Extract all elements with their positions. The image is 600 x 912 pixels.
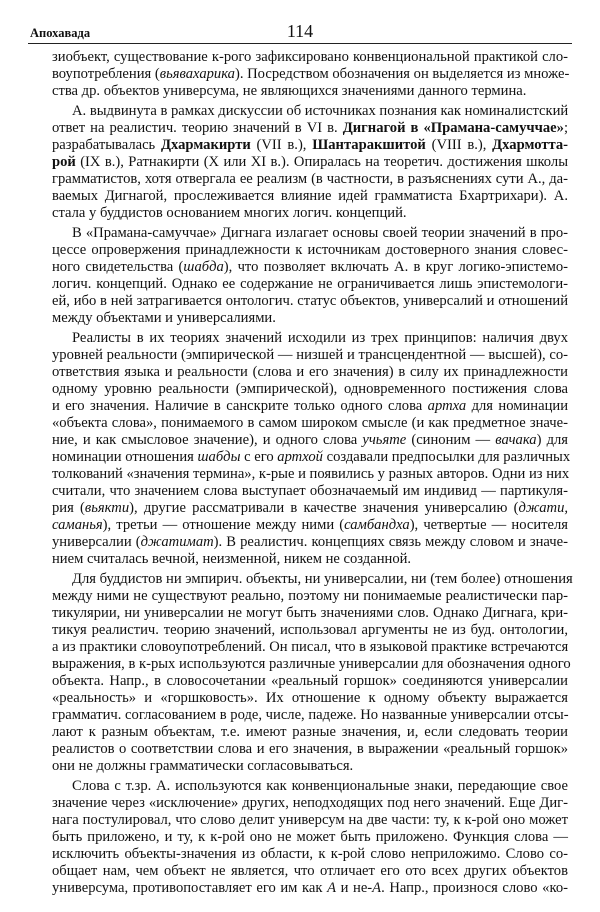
text-line (52, 758, 568, 775)
text-line (52, 466, 568, 483)
text-segment: значение через «исключение» других, неподходящих под него значений. Еще Диг- (52, 795, 568, 811)
text-line (52, 880, 568, 897)
text-segment: номинации отношения (52, 449, 198, 465)
text-line (52, 500, 568, 517)
italic-term: А (372, 880, 382, 896)
text-segment: считали, что значением слова выступает обозначаемый им индивид — партикуля- (52, 483, 568, 499)
text-segment: Для буддистов ни эмпирич. объекты, ни универсалии, ни (тем более) отношения (72, 571, 573, 587)
text-line (52, 225, 568, 242)
running-head: Апохавада (30, 26, 91, 40)
text-segment: ответ на реалистич. теорию значений в VI в. (52, 120, 343, 136)
text-segment: и не- (336, 880, 373, 896)
text-segment: «реальность» и «горшковость». Их отношение к одному объекту выражается (52, 690, 568, 706)
text-segment: между ними не существуют реально, поэтому ни понимаемые реалистически пар- (52, 588, 568, 604)
italic-term: артхой (277, 449, 323, 465)
text-line (52, 588, 568, 605)
text-segment: нием считалась вечной, неизменной, никем не созданной. (52, 551, 412, 567)
text-segment: воупотребления ( (52, 66, 160, 82)
paragraph (52, 103, 568, 222)
text-line (52, 551, 568, 568)
text-line (52, 534, 568, 551)
text-segment: В «Прамана-самуччае» Дигнага излагает основы своей теории значений в про- (72, 225, 568, 241)
text-line (52, 66, 568, 83)
text-segment: «объекта слова», понимаемого в самом широком смысле (и как предметное значе- (52, 415, 568, 431)
text-segment: А. выдвинута в рамках дискуссии об источниках познания как номиналистский (72, 103, 569, 119)
text-segment: нага постулировал, что слово делит универсум на две части: ту, к к-рой оно может (52, 812, 568, 828)
italic-term: джатимат (140, 534, 214, 550)
paragraph (52, 225, 568, 327)
text-segment: грамматистов, хотя отвергала ее реализм (в частности, в разъяснениях сути А., да- (52, 171, 568, 187)
text-segment: (синоним — (406, 432, 496, 448)
text-line (52, 364, 568, 381)
text-line (52, 83, 568, 100)
text-segment: ; (563, 120, 568, 136)
text-line (52, 415, 568, 432)
text-line (52, 171, 568, 188)
text-segment: тикуя реалистич. теорию значений, использовал аргументы не из буд. онтологии, (52, 622, 568, 638)
text-segment: ), что позволяет включать А. в круг логико-эпистемо- (223, 259, 568, 275)
text-line (52, 449, 571, 466)
bold-name: Шантаракшитой (312, 137, 426, 153)
italic-term: саманья (52, 517, 103, 533)
italic-term: вьявахарика (159, 66, 235, 82)
text-segment: рия ( (52, 500, 85, 516)
text-segment: универсалии ( (52, 534, 141, 550)
text-segment: ). Посредством обозначения он выделяется из множе- (234, 66, 570, 82)
text-segment: между объектами и универсалиями. (52, 310, 276, 326)
text-segment: объекта. Напр., в словосочетании «реальный горшок» соединяются универсалии (52, 673, 568, 689)
italic-term: шабды (197, 449, 241, 465)
text-segment: быть приложено, и ту, к к-рой оно не может быть приложено. Функция слова — (52, 829, 568, 845)
text-segment: ства др. объектов универсума, не являющихся значениями данного термина. (52, 83, 527, 99)
text-segment: зиобъект, существование к-рого зафиксировано конвенциональной практикой сло- (52, 49, 568, 65)
text-segment: Реалисты в их теориях значений исходили из трех принципов: наличия двух (72, 330, 568, 346)
text-segment: одному уровню реальности (эмпирической), одновременного постижения слова (52, 381, 568, 397)
text-segment: они не должны грамматически согласовываться. (52, 758, 354, 774)
text-line (52, 622, 568, 639)
text-line (52, 517, 568, 534)
bold-name: Дигнагой в «Прамана-самуччае» (342, 120, 564, 136)
text-segment: ), третьи — отношение между ними ( (102, 517, 345, 533)
text-segment: . Напр., произнося слово «ко- (381, 880, 568, 896)
text-segment: выражения, в к-рых используются различные универсалии для обозначения одного (52, 656, 571, 672)
text-segment: ей, ибо в ней затрагивается онтологич. статус объектов, универсалий и отношений (52, 293, 568, 309)
text-segment: (VIII в.), (425, 137, 493, 153)
text-segment: разрабатывалась (52, 137, 161, 153)
text-line (52, 673, 568, 690)
text-line (52, 137, 568, 154)
text-line (52, 276, 568, 293)
text-line (52, 690, 568, 707)
text-line (52, 432, 568, 449)
text-line (52, 205, 568, 222)
text-segment: а из практики словоупотреблений. Он писал, что в языковой практике встречаются (52, 639, 569, 655)
italic-term: А (327, 880, 336, 896)
paragraph (52, 571, 573, 775)
text-line (52, 656, 571, 673)
text-segment: для номинации (466, 398, 569, 414)
text-line (52, 103, 568, 120)
text-segment: реалистов о соответствии слова и его значения, в выражении «реальный горшок» (52, 741, 568, 757)
text-line (52, 330, 568, 347)
text-segment: ), другие рассматривали в качестве значения универсалию ( (129, 500, 519, 516)
text-line (52, 707, 568, 724)
text-segment: общает нам, чем объект не является, что отличает его ото всех других объектов (52, 863, 568, 879)
text-segment: (IX в.), Ратнакирти (X или XI в.). Опиралась на теоретич. достижения школы (75, 154, 568, 170)
italic-term: учьяте (362, 432, 407, 448)
text-segment: универсума, противопоставляет его им как (52, 880, 328, 896)
page-number: 114 (286, 21, 314, 41)
article-body (52, 49, 573, 900)
italic-term: вьякти (84, 500, 130, 516)
text-line (52, 639, 568, 656)
text-segment: грамматич. согласованием в роде, числе, падеже. Но названные универсалии отсы- (52, 707, 569, 723)
text-segment: цессе опровержения принадлежности к источникам достоверного знания словес- (52, 242, 568, 258)
text-segment: стала у буддистов основанием многих логич. концепций. (52, 205, 407, 221)
text-segment: и его значения. Наличие в санскрите только одного слова (52, 398, 428, 414)
text-segment: ) для (536, 432, 568, 448)
text-line (52, 310, 568, 327)
text-segment: тикулярии, ни универсалии не могут быть значениями слов. Однако Дигнага, кри- (52, 605, 568, 621)
text-segment: ). В реалистич. концепциях связь между словом и значе- (213, 534, 568, 550)
text-line (52, 571, 573, 588)
text-line (52, 741, 568, 758)
paragraph (52, 778, 568, 897)
bold-name: Дхармотта- (492, 137, 568, 153)
text-line (52, 120, 568, 137)
text-segment: уровней реальности (эмпирической — низшей и трансцендентной — высшей), со- (52, 347, 568, 363)
italic-term: артха (427, 398, 467, 414)
text-segment: ного свидетельства ( (52, 259, 184, 275)
italic-term: вачака (495, 432, 537, 448)
italic-term: джати, (518, 500, 569, 516)
text-line (52, 188, 568, 205)
text-segment: лают к разным объектам, т.е. имеют разные значения, и, если следовать теории (52, 724, 568, 740)
text-line (52, 381, 568, 398)
text-line (52, 49, 568, 66)
text-line (52, 154, 568, 171)
text-segment: создавали предпосылки для различных (322, 449, 571, 465)
italic-term: самбандха (344, 517, 410, 533)
text-line (52, 483, 568, 500)
text-segment: ваемых Дигнагой, прослеживается влияние идей грамматиста Бхартрихари). А. (52, 188, 568, 204)
text-segment: толкований «значения термина», к-рые и появились у разных авторов. Одни из них (52, 466, 570, 482)
header-rule (28, 43, 572, 44)
text-segment: Слова с т.зр. А. используются как конвенциональные знаки, передающие свое (72, 778, 568, 794)
text-line (52, 863, 568, 880)
text-segment: ние, и как смысловое значение), и одного слова (52, 432, 363, 448)
text-segment: логич. концепций. Однако ее содержание не ограничивается лишь эпистемологи- (52, 276, 568, 292)
bold-name: Дхармакирти (160, 137, 251, 153)
italic-term: шабда (183, 259, 224, 275)
text-segment: исключить объекты-значения из области, к к-рой слово неприложимо. Слово со- (52, 846, 568, 862)
page-header (28, 22, 572, 42)
text-line (52, 812, 568, 829)
text-line (52, 724, 568, 741)
text-line (52, 795, 568, 812)
text-line (52, 829, 568, 846)
text-line (52, 347, 568, 364)
text-line (52, 242, 568, 259)
text-line (52, 398, 568, 415)
text-line (52, 259, 568, 276)
text-segment: ), четвертые — носителя (409, 517, 569, 533)
text-line (52, 605, 568, 622)
text-segment: ответствия языка и реальности (слова и его значения) в силу их принадлежности (52, 364, 568, 380)
text-line (52, 846, 568, 863)
paragraph (52, 49, 568, 100)
text-segment: (VII в.), (250, 137, 313, 153)
bold-name: рой (52, 154, 76, 170)
text-line (52, 778, 568, 795)
text-segment: с его (240, 449, 278, 465)
text-line (52, 293, 568, 310)
paragraph (52, 330, 571, 568)
